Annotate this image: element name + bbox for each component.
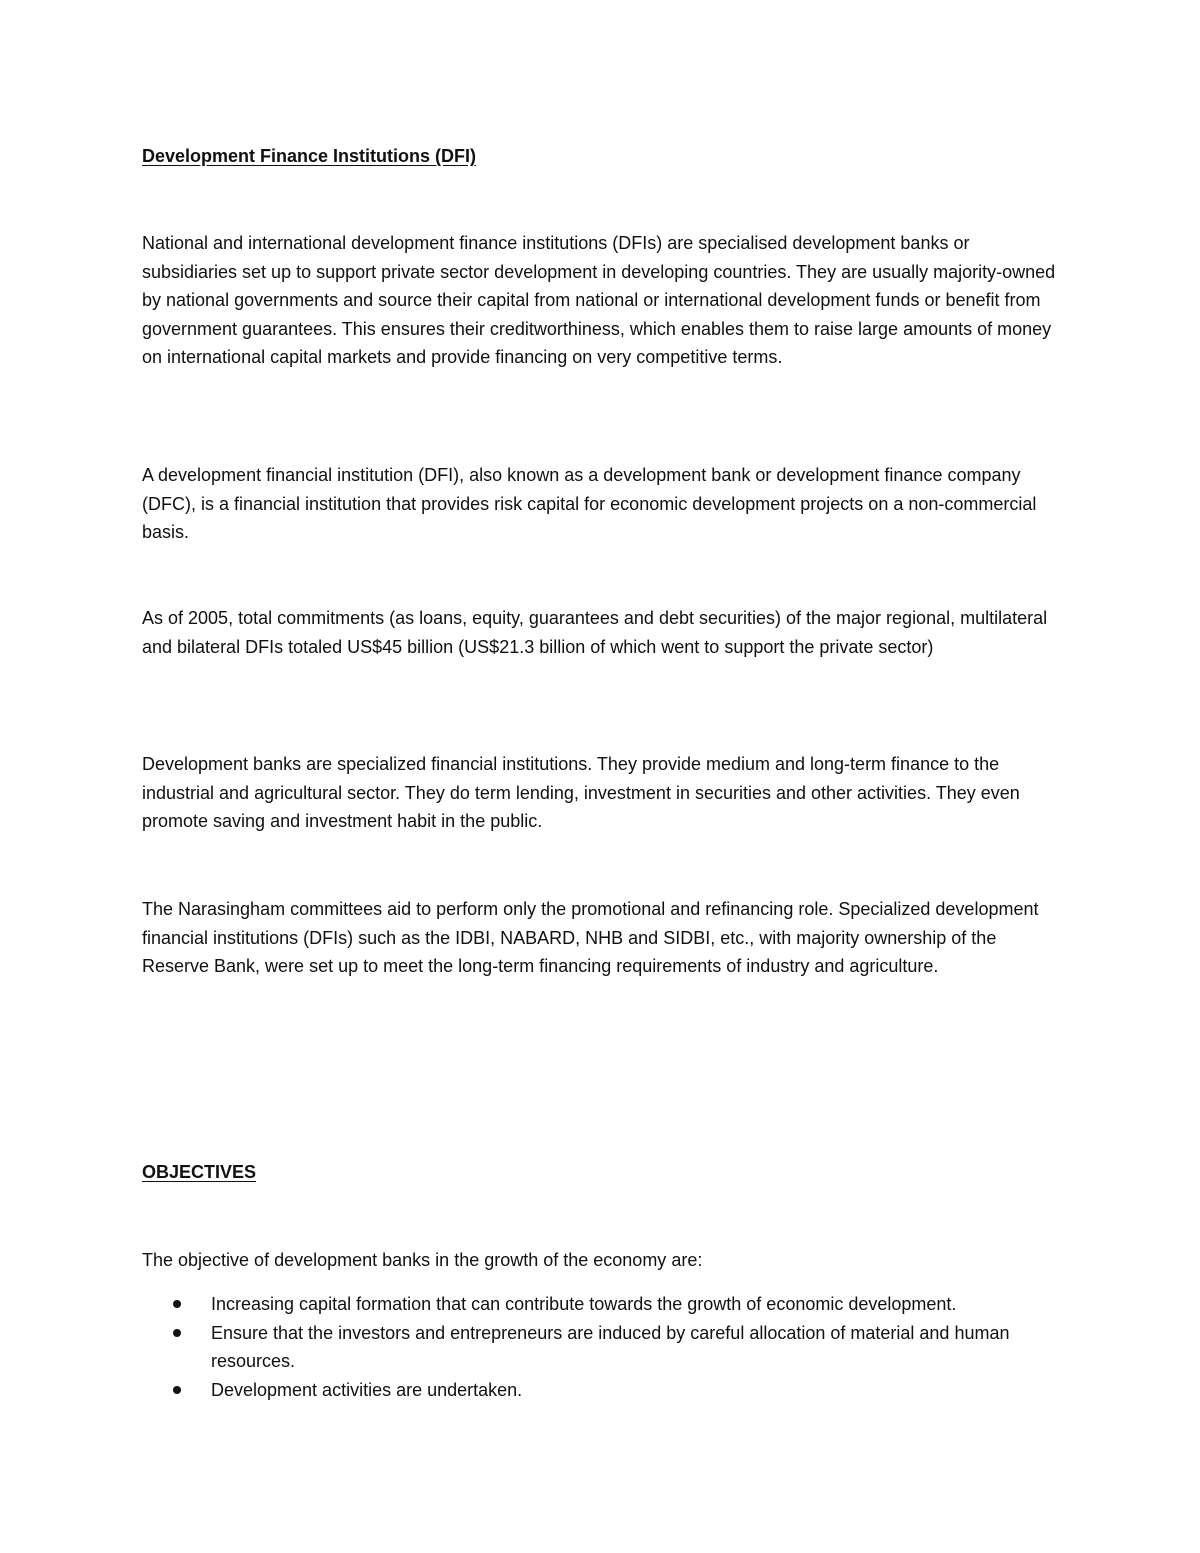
list-item-text: Ensure that the investors and entrepreneurs are induced by careful allocation of material and human resources. (211, 1322, 1010, 1372)
document-title: Development Finance Institutions (DFI) (142, 146, 477, 166)
paragraph-dfi-commitments: As of 2005, total commitments (as loans, equity, guarantees and debt securities) of the major regional, multilateral and bilateral DFIs totaled US$45 billion (US$21.3 billion of which went to support the private sector) (142, 608, 1048, 657)
paragraph-development-banks: Development banks are specialized financial institutions. They provide medium and long-term finance to the industrial and agricultural sector. They do term lending, investment in securities and other activities. They even promote saving and investment habit in the public. (142, 754, 1020, 832)
list-item (142, 1290, 1062, 1319)
paragraph-dfi-overview: National and international development finance institutions (DFIs) are specialised development banks or subsidiaries set up to support private sector development in developing countries. They are usually majority-owned by national governments and source their capital from national or international development funds or benefit from government guarantees. This ensures their creditworthiness, which enables them to raise large amounts of money on international capital markets and provide financing on very competitive terms. (142, 233, 1056, 368)
list-item (142, 1376, 1062, 1405)
bullet-icon (173, 1329, 181, 1337)
objectives-list (142, 1290, 1062, 1404)
bullet-icon (173, 1300, 181, 1308)
objectives-intro: The objective of development banks in the growth of the economy are: (142, 1250, 703, 1270)
list-item (142, 1319, 1062, 1376)
paragraph-narasingham-committee: The Narasingham committees aid to perform only the promotional and refinancing role. Specialized development financial institutions (DFIs) such as the IDBI, NABARD, NHB and SIDBI, etc., with majority ownership of the Reserve Bank, were set up to meet the long-term financing requirements of industry and agriculture. (142, 899, 1039, 977)
paragraph-dfi-definition: A development financial institution (DFI), also known as a development bank or development finance company (DFC), is a financial institution that provides risk capital for economic development projects on a non-commercial basis. (142, 465, 1037, 543)
list-item-text: Development activities are undertaken. (211, 1379, 523, 1400)
list-item-text: Increasing capital formation that can contribute towards the growth of economic development. (211, 1294, 957, 1314)
objectives-heading: OBJECTIVES (142, 1162, 257, 1182)
bullet-icon (173, 1386, 181, 1394)
